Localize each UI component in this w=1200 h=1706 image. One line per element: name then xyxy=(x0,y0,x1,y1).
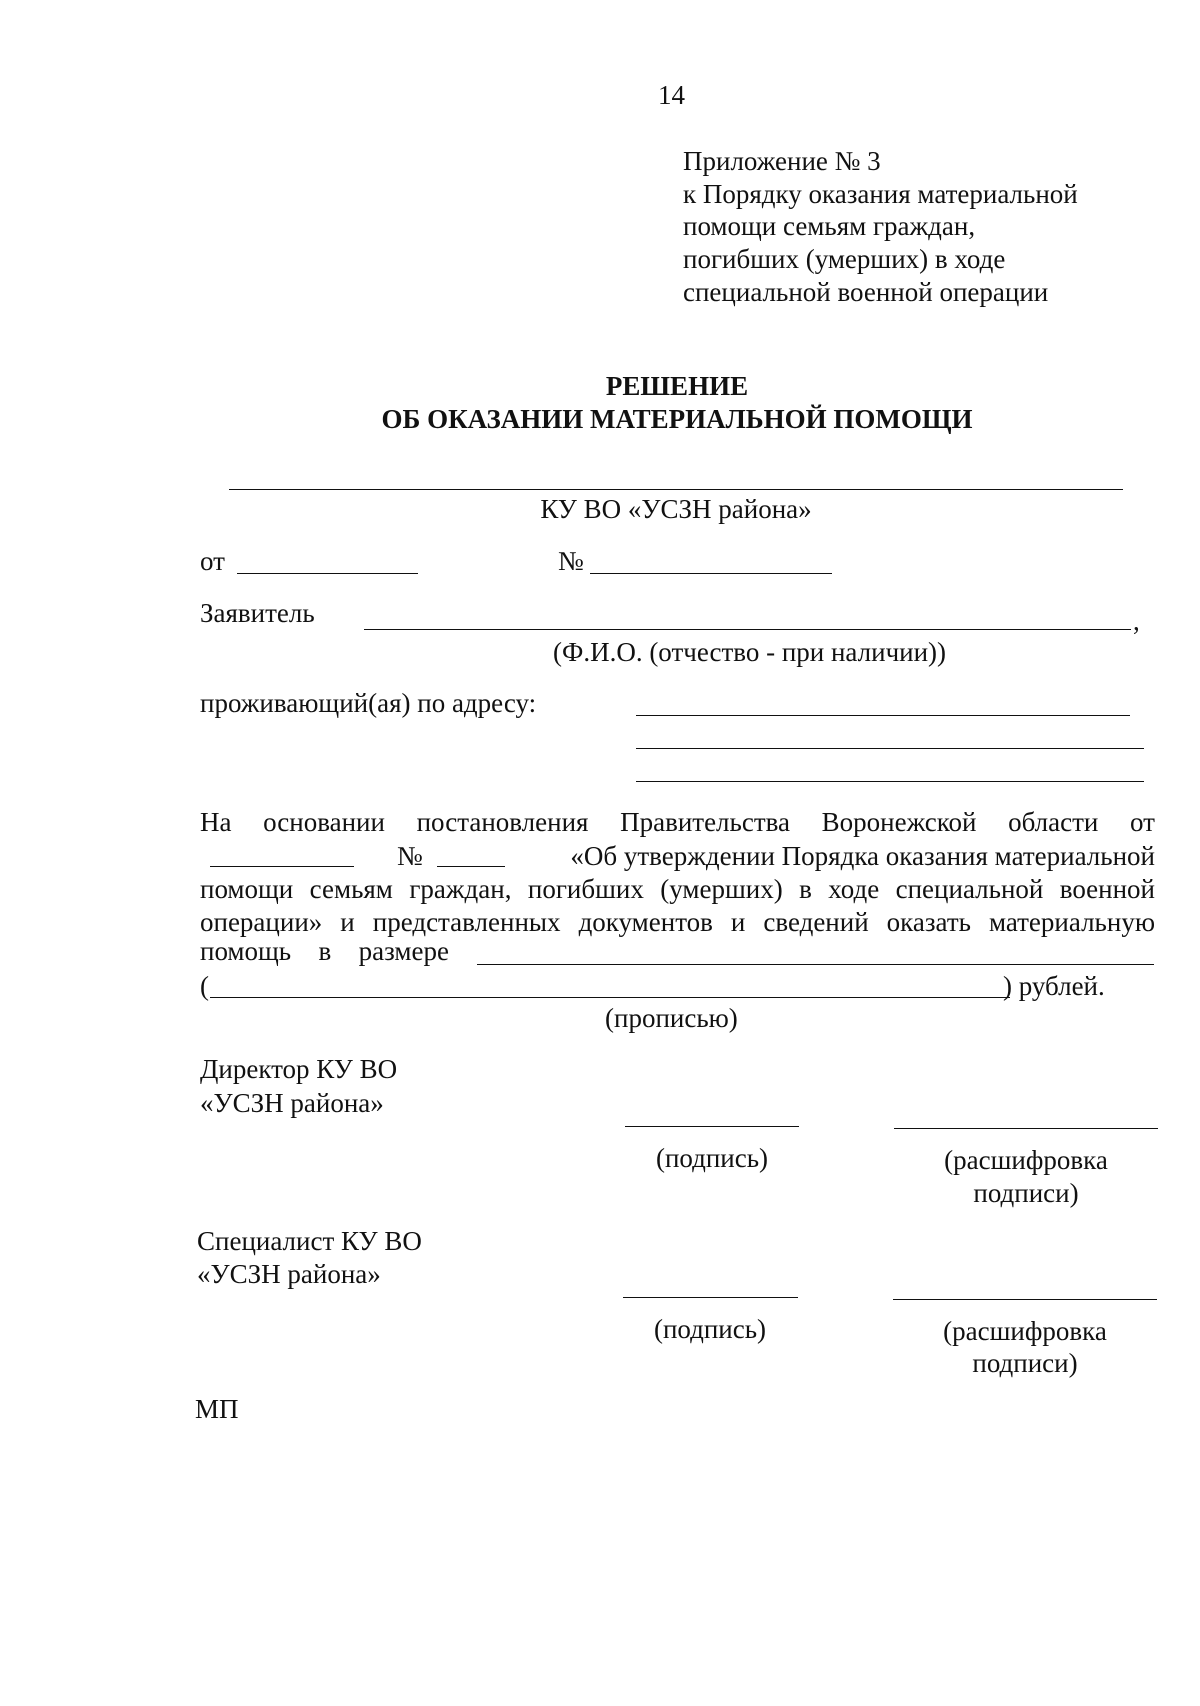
director-signature-caption: (подпись) xyxy=(655,1143,769,1173)
appendix-line-1: Приложение № 3 xyxy=(683,146,881,176)
amount-open-paren: ( xyxy=(200,971,209,1001)
amount-close-paren-rubles: ) рублей. xyxy=(1003,971,1105,1001)
amount-words-line xyxy=(210,997,1010,998)
appendix-line-5: специальной военной операции xyxy=(683,277,1049,307)
applicant-caption: (Ф.И.О. (отчество - при наличии)) xyxy=(553,637,947,667)
body-line-5 xyxy=(200,938,449,965)
director-decode-caption-line-1: (расшифровка xyxy=(944,1145,1108,1175)
body-word: постановления xyxy=(416,807,589,837)
resolution-number-line xyxy=(437,866,505,867)
resolution-number-label: № xyxy=(397,841,423,871)
body-line-1 xyxy=(200,809,1155,836)
date-from-label: от xyxy=(200,546,225,576)
director-title-line-1: Директор КУ ВО xyxy=(200,1054,398,1084)
applicant-name-line xyxy=(364,629,1131,630)
org-caption: КУ ВО «УСЗН района» xyxy=(540,494,812,524)
in-words-caption: (прописью) xyxy=(605,1003,738,1033)
address-line-1 xyxy=(636,715,1130,716)
page-number: 14 xyxy=(658,80,685,110)
applicant-label: Заявитель xyxy=(200,598,315,628)
document-title-line-1: РЕШЕНИЕ xyxy=(605,371,749,401)
resolution-date-line xyxy=(210,866,354,867)
body-word: Воронежской xyxy=(821,807,977,837)
director-decode-caption-line-2: подписи) xyxy=(973,1178,1079,1208)
address-line-3 xyxy=(636,781,1144,782)
date-line xyxy=(237,573,418,574)
body-line-3: помощи семьям граждан, погибших (умерших) в ходе специальной военной xyxy=(200,874,1155,904)
specialist-signature-caption: (подпись) xyxy=(653,1314,767,1344)
body-word: размере xyxy=(358,936,449,966)
appendix-line-2: к Порядку оказания материальной xyxy=(683,179,1078,209)
specialist-title-line-1: Специалист КУ ВО xyxy=(197,1226,422,1256)
body-word: основании xyxy=(263,807,385,837)
body-word: от xyxy=(1130,807,1155,837)
specialist-decode-line xyxy=(893,1299,1157,1300)
body-line-4: операции» и представленных документов и сведений оказать материальную xyxy=(200,907,1155,937)
body-word: помощь xyxy=(200,936,292,966)
seal-label: МП xyxy=(195,1394,239,1424)
body-word: в xyxy=(318,936,332,966)
specialist-decode-caption-line-1: (расшифровка xyxy=(943,1316,1107,1346)
resolution-title-text: «Об утверждении Порядка оказания материальной xyxy=(570,841,1155,871)
body-word: Правительства xyxy=(620,807,791,837)
number-label: № xyxy=(558,546,584,576)
document-title-line-2: ОБ ОКАЗАНИИ МАТЕРИАЛЬНОЙ ПОМОЩИ xyxy=(381,404,973,434)
body-word: области xyxy=(1008,807,1099,837)
number-line xyxy=(590,573,832,574)
director-title-line-2: «УСЗН района» xyxy=(200,1088,384,1118)
address-line-2 xyxy=(636,748,1144,749)
director-decode-line xyxy=(894,1128,1158,1129)
appendix-line-4: погибших (умерших) в ходе xyxy=(683,244,1006,274)
specialist-signature-line xyxy=(623,1297,798,1298)
amount-digits-line xyxy=(477,964,1154,965)
appendix-line-3: помощи семьям граждан, xyxy=(683,211,976,241)
applicant-comma: , xyxy=(1133,606,1140,636)
address-label: проживающий(ая) по адресу: xyxy=(200,688,537,718)
org-name-line xyxy=(229,489,1123,490)
director-signature-line xyxy=(625,1126,799,1127)
body-word: На xyxy=(200,807,232,837)
specialist-title-line-2: «УСЗН района» xyxy=(197,1259,381,1289)
specialist-decode-caption-line-2: подписи) xyxy=(972,1348,1078,1378)
